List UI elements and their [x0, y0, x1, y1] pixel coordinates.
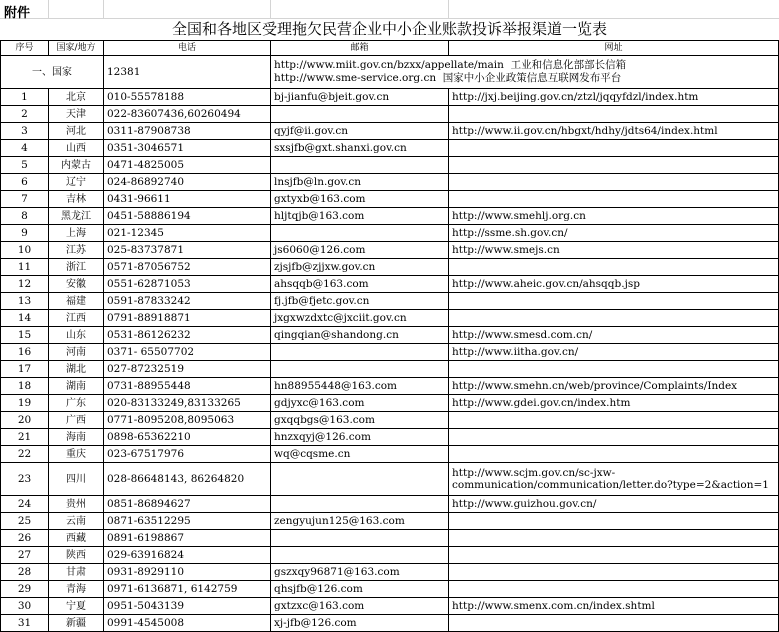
row-number: 16: [1, 344, 49, 361]
row-email[interactable]: xj-jfb@126.com: [271, 615, 449, 632]
national-website-1[interactable]: [274, 59, 775, 72]
row-region: 江西: [49, 310, 104, 327]
table-row: [1, 615, 779, 632]
row-phone: 0731-88955448: [104, 378, 271, 395]
row-region: 广西: [49, 412, 104, 429]
row-region: 甘肃: [49, 564, 104, 581]
row-phone: 0531-86126232: [104, 327, 271, 344]
row-phone: 023-67517976: [104, 446, 271, 463]
table-row: [1, 106, 779, 123]
row-region: 天津: [49, 106, 104, 123]
row-website: [449, 259, 779, 276]
row-website[interactable]: http://www.smehlj.org.cn: [449, 208, 779, 225]
national-label: 一、国家: [1, 56, 104, 89]
table-row: [1, 564, 779, 581]
row-email[interactable]: qingqian@shandong.cn: [271, 327, 449, 344]
table-row: [1, 327, 779, 344]
table-row: [1, 530, 779, 547]
row-email: [271, 344, 449, 361]
row-number: 7: [1, 191, 49, 208]
row-number: 11: [1, 259, 49, 276]
table-row: [1, 463, 779, 496]
row-number: 15: [1, 327, 49, 344]
row-website: [449, 293, 779, 310]
table-row: [1, 513, 779, 530]
row-region: 辽宁: [49, 174, 104, 191]
row-email[interactable]: qyjf@ii.gov.cn: [271, 123, 449, 140]
national-phone: 12381: [104, 56, 271, 89]
row-number: 22: [1, 446, 49, 463]
row-region: 河北: [49, 123, 104, 140]
row-phone: 021-12345: [104, 225, 271, 242]
row-email[interactable]: zjsjfb@zjjxw.gov.cn: [271, 259, 449, 276]
row-region: 河南: [49, 344, 104, 361]
row-region: 海南: [49, 429, 104, 446]
row-website: [449, 547, 779, 564]
row-number: 23: [1, 463, 49, 496]
row-email[interactable]: lnsjfb@ln.gov.cn: [271, 174, 449, 191]
row-region: 陕西: [49, 547, 104, 564]
row-region: 黑龙江: [49, 208, 104, 225]
table-row: [1, 293, 779, 310]
row-number: 30: [1, 598, 49, 615]
row-number: 20: [1, 412, 49, 429]
row-phone: 0898-65362210: [104, 429, 271, 446]
row-phone: 0571-87056752: [104, 259, 271, 276]
table-row: [1, 361, 779, 378]
row-email[interactable]: gxtzxc@163.com: [271, 598, 449, 615]
row-website: [449, 106, 779, 123]
row-website: [449, 513, 779, 530]
row-website: [449, 615, 779, 632]
row-number: 12: [1, 276, 49, 293]
row-email[interactable]: ahsqqb@163.com: [271, 276, 449, 293]
row-region: 贵州: [49, 496, 104, 513]
row-region: 西藏: [49, 530, 104, 547]
row-number: 4: [1, 140, 49, 157]
row-region: 宁夏: [49, 598, 104, 615]
row-region: 湖南: [49, 378, 104, 395]
table-row: [1, 395, 779, 412]
row-website: [449, 564, 779, 581]
row-website[interactable]: http://www.gdei.gov.cn/index.htm: [449, 395, 779, 412]
row-email: [271, 225, 449, 242]
row-email: [271, 496, 449, 513]
row-region: 青海: [49, 581, 104, 598]
row-region: 新疆: [49, 615, 104, 632]
table-row: [1, 310, 779, 327]
col-header-website: 网址: [449, 41, 779, 56]
row-phone: 0551-62871053: [104, 276, 271, 293]
row-phone: 0971-6136871, 6142759: [104, 581, 271, 598]
row-email[interactable]: jxgxwzdxtc@jxciit.gov.cn: [271, 310, 449, 327]
row-region: 广东: [49, 395, 104, 412]
row-number: 28: [1, 564, 49, 581]
row-email: [271, 157, 449, 174]
row-phone: 0311-87908738: [104, 123, 271, 140]
row-email[interactable]: hnzxqyj@126.com: [271, 429, 449, 446]
row-number: 1: [1, 89, 49, 106]
table-row: [1, 496, 779, 513]
table-row: [1, 429, 779, 446]
row-phone: 0771-8095208,8095063: [104, 412, 271, 429]
row-region: 重庆: [49, 446, 104, 463]
row-phone: 020-83133249,83133265: [104, 395, 271, 412]
national-website-2[interactable]: [274, 72, 775, 85]
table-row: [1, 581, 779, 598]
table-row: [1, 191, 779, 208]
table-row: [1, 446, 779, 463]
col-header-no: 序号: [1, 41, 49, 56]
row-phone: 0451-58886194: [104, 208, 271, 225]
national-row: [1, 56, 779, 89]
row-email[interactable]: gszxqy96871@163.com: [271, 564, 449, 581]
national-website-1-name: 工业和信息化部部长信箱: [510, 59, 627, 71]
table-header-row: [1, 41, 779, 56]
row-phone: 0431-96611: [104, 191, 271, 208]
row-website[interactable]: http://www.iitha.gov.cn/: [449, 344, 779, 361]
row-email[interactable]: gdjyxc@163.com: [271, 395, 449, 412]
row-website[interactable]: http://www.smesd.com.cn/: [449, 327, 779, 344]
row-region: 山东: [49, 327, 104, 344]
row-email[interactable]: fj.jfb@fjetc.gov.cn: [271, 293, 449, 310]
row-phone: 0791-88918871: [104, 310, 271, 327]
row-phone: 0931-8929110: [104, 564, 271, 581]
row-number: 9: [1, 225, 49, 242]
row-website: [449, 310, 779, 327]
table-row: [1, 225, 779, 242]
table-row: [1, 157, 779, 174]
row-region: 安徽: [49, 276, 104, 293]
row-website: [449, 412, 779, 429]
row-email[interactable]: gxqqbgs@163.com: [271, 412, 449, 429]
table-row: [1, 174, 779, 191]
table-row: [1, 547, 779, 564]
row-phone: 010-55578188: [104, 89, 271, 106]
row-phone: 0951-5043139: [104, 598, 271, 615]
row-website: [449, 174, 779, 191]
row-number: 17: [1, 361, 49, 378]
row-region: 北京: [49, 89, 104, 106]
table-row: [1, 259, 779, 276]
row-email[interactable]: hljtqjb@163.com: [271, 208, 449, 225]
table-row: [1, 276, 779, 293]
row-region: 浙江: [49, 259, 104, 276]
row-number: 6: [1, 174, 49, 191]
table-row: [1, 140, 779, 157]
row-website[interactable]: http://www.aheic.gov.cn/ahsqqb.jsp: [449, 276, 779, 293]
row-phone: 029-63916824: [104, 547, 271, 564]
row-number: 21: [1, 429, 49, 446]
row-phone: 0871-63512295: [104, 513, 271, 530]
row-number: 31: [1, 615, 49, 632]
row-region: 内蒙古: [49, 157, 104, 174]
row-email[interactable]: zengyujun125@163.com: [271, 513, 449, 530]
row-email[interactable]: wq@cqsme.cn: [271, 446, 449, 463]
row-website[interactable]: http://www.ii.gov.cn/hbgxt/hdhy/jdts64/index.html: [449, 123, 779, 140]
row-website[interactable]: http://www.smehn.cn/web/province/Complaints/Index: [449, 378, 779, 395]
row-email[interactable]: js6060@126.com: [271, 242, 449, 259]
row-number: 18: [1, 378, 49, 395]
row-number: 13: [1, 293, 49, 310]
row-phone: 028-86648143, 86264820: [104, 463, 271, 496]
row-phone: 022-83607436,60260494: [104, 106, 271, 123]
row-email: [271, 106, 449, 123]
row-region: 吉林: [49, 191, 104, 208]
row-region: 四川: [49, 463, 104, 496]
row-region: 上海: [49, 225, 104, 242]
row-region: 江苏: [49, 242, 104, 259]
row-number: 2: [1, 106, 49, 123]
col-header-phone: 电话: [104, 41, 271, 56]
row-phone: 0351-3046571: [104, 140, 271, 157]
row-email: [271, 463, 449, 496]
row-email[interactable]: hn88955448@163.com: [271, 378, 449, 395]
row-website: [449, 140, 779, 157]
row-website: [449, 191, 779, 208]
row-email[interactable]: bj-jianfu@bjeit.gov.cn: [271, 89, 449, 106]
table-row: [1, 412, 779, 429]
row-phone: 0471-4825005: [104, 157, 271, 174]
row-website[interactable]: http://www.smejs.cn: [449, 242, 779, 259]
row-number: 10: [1, 242, 49, 259]
table-row: [1, 598, 779, 615]
row-number: 27: [1, 547, 49, 564]
table-row: [1, 208, 779, 225]
attachment-heading: 附件: [4, 6, 31, 21]
table-row: [1, 123, 779, 140]
row-region: 云南: [49, 513, 104, 530]
row-phone: 027-87232519: [104, 361, 271, 378]
col-header-region: 国家/地方: [49, 41, 104, 56]
row-phone: 0991-4545008: [104, 615, 271, 632]
row-email[interactable]: qhsjfb@126.com: [271, 581, 449, 598]
table-row: [1, 242, 779, 259]
row-phone: 0851-86894627: [104, 496, 271, 513]
row-number: 25: [1, 513, 49, 530]
table-row: [1, 344, 779, 361]
row-email[interactable]: sxsjfb@gxt.shanxi.gov.cn: [271, 140, 449, 157]
row-website: [449, 446, 779, 463]
table-row: [1, 378, 779, 395]
row-website[interactable]: http://jxj.beijing.gov.cn/ztzl/jqqyfdzl/index.htm: [449, 89, 779, 106]
row-website: [449, 361, 779, 378]
row-website: [449, 530, 779, 547]
row-website: [449, 429, 779, 446]
row-number: 3: [1, 123, 49, 140]
row-number: 8: [1, 208, 49, 225]
row-website[interactable]: http://www.smenx.com.cn/index.shtml: [449, 598, 779, 615]
row-number: 19: [1, 395, 49, 412]
page-title: 全国和各地区受理拖欠民营企业中小企业账款投诉举报渠道一览表: [171, 20, 607, 38]
national-website-2-name: 国家中小企业政策信息互联网发布平台: [442, 72, 622, 84]
row-email[interactable]: gxtyxb@163.com: [271, 191, 449, 208]
row-region: 山西: [49, 140, 104, 157]
table-row: [1, 89, 779, 106]
row-website[interactable]: http://www.guizhou.gov.cn/: [449, 496, 779, 513]
row-phone: 024-86892740: [104, 174, 271, 191]
row-website: [449, 581, 779, 598]
row-email: [271, 547, 449, 564]
row-region: 湖北: [49, 361, 104, 378]
row-number: 5: [1, 157, 49, 174]
row-website: [449, 157, 779, 174]
row-website[interactable]: http://ssme.sh.gov.cn/: [449, 225, 779, 242]
row-email: [271, 530, 449, 547]
row-region: 福建: [49, 293, 104, 310]
row-phone: 0371- 65507702: [104, 344, 271, 361]
national-website-2-url[interactable]: http://www.sme-service.org.cn: [274, 72, 437, 84]
row-number: 14: [1, 310, 49, 327]
row-website[interactable]: http://www.scjm.gov.cn/sc-jxw-communication/communication/letter.do?type=2&action=1: [449, 463, 779, 496]
row-phone: 0891-6198867: [104, 530, 271, 547]
complaint-channels-table: [0, 40, 779, 632]
row-email: [271, 361, 449, 378]
row-phone: 0591-87833242: [104, 293, 271, 310]
row-number: 29: [1, 581, 49, 598]
row-phone: 025-83737871: [104, 242, 271, 259]
national-website-1-url[interactable]: http://www.miit.gov.cn/bzxx/appellate/main: [274, 59, 504, 71]
row-number: 26: [1, 530, 49, 547]
national-websites: [271, 56, 779, 89]
row-number: 24: [1, 496, 49, 513]
col-header-email: 邮箱: [271, 41, 449, 56]
